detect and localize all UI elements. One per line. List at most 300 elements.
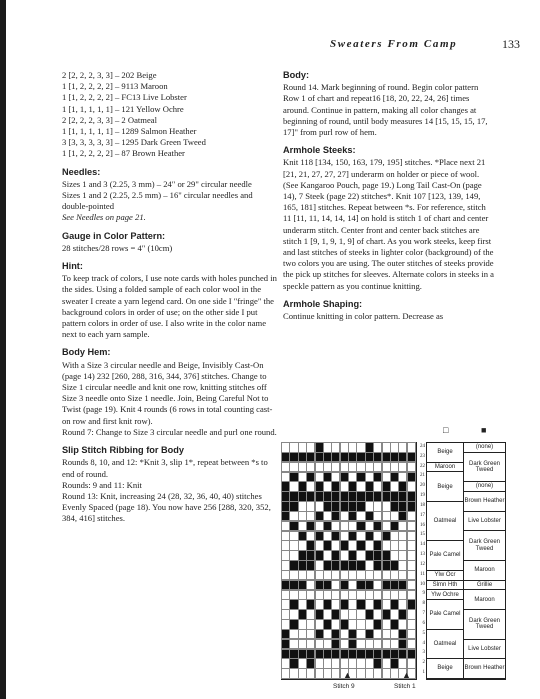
body-heading: Body: [283, 70, 310, 80]
chart-square [366, 591, 373, 600]
chart-square [299, 620, 306, 629]
chart-square [374, 492, 381, 501]
chart-square [341, 561, 348, 570]
chart-square [307, 561, 314, 570]
chart-square [357, 463, 364, 472]
chart-square [282, 581, 289, 590]
chart-square [316, 669, 323, 678]
chart-square [290, 581, 297, 590]
chart-square [349, 659, 356, 668]
yarn-item: 1 [1, 1, 1, 1, 1] – 1289 Salmon Heather [62, 126, 197, 137]
chart-square [290, 650, 297, 659]
chart-square [374, 443, 381, 452]
chart-square [408, 463, 415, 472]
chart-square [383, 630, 390, 639]
chart-square [383, 502, 390, 511]
chart-square [349, 453, 356, 462]
chart-square [391, 482, 398, 491]
chart-square [332, 659, 339, 668]
chart-square [391, 650, 398, 659]
chart-square [391, 591, 398, 600]
chart-square [332, 463, 339, 472]
chart-square [399, 659, 406, 668]
chart-square [299, 630, 306, 639]
yarn-item: 3 [3, 3, 3, 3, 3] – 1295 Dark Green Tweed [62, 137, 206, 148]
chart-square [349, 532, 356, 541]
chart-square [383, 571, 390, 580]
chart-square [290, 522, 297, 531]
chart-square [324, 463, 331, 472]
chart-square [316, 630, 323, 639]
chart-square [383, 551, 390, 560]
chart-square [391, 669, 398, 678]
chart-square [299, 482, 306, 491]
chart-square [282, 532, 289, 541]
chart-square [399, 482, 406, 491]
stitch1-label: Stitch 1 [394, 683, 416, 690]
chart-square [383, 512, 390, 521]
chart-square [282, 443, 289, 452]
chart-square [307, 443, 314, 452]
row-number: 20 [420, 483, 425, 489]
row-number: 13 [420, 552, 425, 558]
chart-square [408, 473, 415, 482]
chart-square [290, 600, 297, 609]
hem-heading: Body Hem: [62, 347, 111, 358]
chart-square [324, 453, 331, 462]
chart-square [408, 541, 415, 550]
chart-square [299, 463, 306, 472]
yarn-list [62, 70, 277, 160]
chart-square [357, 512, 364, 521]
chart-square [357, 571, 364, 580]
chart-square [290, 561, 297, 570]
hem-text-2: Round 7: Change to Size 3 circular needle and purl one round. [62, 426, 277, 437]
chart-square [290, 630, 297, 639]
stitch9-arrow-icon: ▲ [343, 670, 352, 680]
key-label-background: Pale Camel [427, 600, 463, 630]
chart-square [341, 463, 348, 472]
chart-square [349, 551, 356, 560]
chart-square [399, 512, 406, 521]
chart-square [307, 482, 314, 491]
chart-square [408, 640, 415, 649]
row-number: 4 [422, 640, 425, 646]
chart-square [307, 453, 314, 462]
chart-square [349, 492, 356, 501]
chart-square [341, 502, 348, 511]
chart-square [299, 492, 306, 501]
chart-square [399, 640, 406, 649]
chart-square [332, 492, 339, 501]
chart-square [408, 591, 415, 600]
chart-square [366, 512, 373, 521]
ribbing-heading: Slip Stitch Ribbing for Body [62, 445, 184, 456]
chart-square [324, 541, 331, 550]
chart-square [316, 551, 323, 560]
chart-square [374, 522, 381, 531]
chart-square [366, 502, 373, 511]
chart-square [316, 620, 323, 629]
chart-square [374, 659, 381, 668]
chart-square [366, 453, 373, 462]
chart-square [316, 522, 323, 531]
key-label-background: Beige [427, 443, 463, 463]
chart-square [316, 532, 323, 541]
yarn-item: 1 [1, 2, 2, 2, 2] – 87 Brown Heather [62, 148, 185, 159]
chart-square [349, 463, 356, 472]
chart-square [324, 532, 331, 541]
chart-square [316, 561, 323, 570]
chart-square [391, 551, 398, 560]
chart-square [374, 600, 381, 609]
chart-square [349, 600, 356, 609]
chart-square [391, 512, 398, 521]
chart-square [282, 620, 289, 629]
chart-square [374, 650, 381, 659]
chart-square [391, 659, 398, 668]
chart-square [408, 581, 415, 590]
chart-square [408, 492, 415, 501]
row-number: 8 [422, 601, 425, 607]
chart-square [349, 512, 356, 521]
chart-square [357, 541, 364, 550]
chart-square [391, 453, 398, 462]
key-label-background: Oatmeal [427, 502, 463, 541]
chart-square [357, 640, 364, 649]
chart-square [290, 502, 297, 511]
chart-square [366, 522, 373, 531]
chart-square [399, 591, 406, 600]
chart-square [282, 591, 289, 600]
chart-square [290, 551, 297, 560]
chart-square [299, 512, 306, 521]
chart-square [324, 502, 331, 511]
chart-square [357, 532, 364, 541]
chart-square [332, 561, 339, 570]
chart-square [366, 581, 373, 590]
ribbing-text-3: Round 13: Knit, increasing 24 (28, 32, 36, 40, 40) stitches Evenly Spaced (page 18). You now have 256 [288, 320, 352, 384, 416] stitches. [62, 490, 271, 524]
chart-square [282, 502, 289, 511]
chart-square [366, 610, 373, 619]
needles-heading: Needles: [62, 166, 101, 177]
chart-square [399, 502, 406, 511]
ribbing-text-2: Rounds: 9 and 11: Knit [62, 479, 142, 490]
chart-square [366, 571, 373, 580]
row-number: 9 [422, 591, 425, 597]
shaping-text: Continue knitting in color pattern. Decrease as [283, 311, 444, 322]
chart-square [374, 571, 381, 580]
key-label-pattern: Maroon [464, 561, 505, 581]
chart-square [366, 650, 373, 659]
needles-reference: See Needles on page 21. [62, 212, 146, 223]
chart-square [349, 571, 356, 580]
chart-square [408, 571, 415, 580]
key-label-pattern: (none) [464, 443, 505, 453]
chart-square [383, 453, 390, 462]
chart-square [341, 650, 348, 659]
chart-square [366, 640, 373, 649]
chart-square [332, 591, 339, 600]
chart-square [307, 581, 314, 590]
chart-square [332, 630, 339, 639]
chart-square [391, 522, 398, 531]
ribbing-text: Rounds 8, 10, and 12: *Knit 3, slip 1*, repeat between *s to end of round. [62, 457, 268, 479]
chart-square [316, 610, 323, 619]
chart-square [349, 650, 356, 659]
chart-square [316, 659, 323, 668]
chart-square [282, 463, 289, 472]
chart-square [282, 492, 289, 501]
chart-square [282, 630, 289, 639]
chart-square [399, 473, 406, 482]
chart-square [366, 551, 373, 560]
hint-heading: Hint: [62, 261, 83, 272]
chart-square [374, 463, 381, 472]
chart-square [383, 492, 390, 501]
key-label-background: Maroon [427, 463, 463, 473]
chart-square [349, 640, 356, 649]
chart-square [341, 453, 348, 462]
chart-square [282, 600, 289, 609]
chart-square [290, 541, 297, 550]
chart-square [299, 541, 306, 550]
chart-square [383, 669, 390, 678]
chart-square [341, 532, 348, 541]
chart-square [349, 561, 356, 570]
row-number: 12 [420, 561, 425, 567]
chart-square [341, 443, 348, 452]
chart-square [316, 541, 323, 550]
chart-grid [281, 442, 417, 680]
chart-square [349, 473, 356, 482]
row-number: 16 [420, 522, 425, 528]
key-label-pattern: Brown Heather [464, 492, 505, 512]
key-label-pattern: Dark Green Tweed [464, 532, 505, 562]
chart-square [282, 473, 289, 482]
page-edge-bar [0, 0, 6, 699]
chart-square [374, 630, 381, 639]
gauge-heading: Gauge in Color Pattern: [62, 230, 166, 241]
row-number: 18 [420, 502, 425, 508]
key-label-pattern: Dark Green Tweed [464, 610, 505, 640]
chart-square [324, 630, 331, 639]
chart-square [366, 600, 373, 609]
chart-square [399, 532, 406, 541]
chart-square [282, 610, 289, 619]
chart-square [383, 561, 390, 570]
row-number: 2 [422, 660, 425, 666]
chart-square [349, 620, 356, 629]
chart-square [282, 541, 289, 550]
chart-square [324, 640, 331, 649]
chart-square [282, 650, 289, 659]
chart-square [408, 453, 415, 462]
row-number: 22 [420, 463, 425, 469]
chart-square [341, 482, 348, 491]
chart-square [299, 600, 306, 609]
chart-square [299, 443, 306, 452]
chart-square [324, 669, 331, 678]
chart-square [399, 630, 406, 639]
chart-square [374, 581, 381, 590]
row-number: 14 [420, 542, 425, 548]
chart-square [282, 512, 289, 521]
chart-square [357, 443, 364, 452]
chart-square [341, 551, 348, 560]
chart-square [366, 541, 373, 550]
right-column [283, 70, 495, 322]
needles-text: Sizes 1 and 3 (2.25, 3 mm) – 24" or 29" circular needle [62, 178, 252, 189]
chart-square [374, 502, 381, 511]
chart-square [307, 600, 314, 609]
chart-square [307, 659, 314, 668]
pattern-color-key [464, 442, 506, 680]
chart-square [391, 492, 398, 501]
chart-square [357, 610, 364, 619]
chart-square [374, 482, 381, 491]
empty-square-icon: □ [443, 425, 449, 435]
chart-square [299, 502, 306, 511]
chart-square [374, 640, 381, 649]
chart-square [316, 463, 323, 472]
chart-square [374, 591, 381, 600]
steeks-heading: Armhole Steeks: [283, 145, 356, 156]
chart-square [366, 482, 373, 491]
chart-square [349, 502, 356, 511]
chart-square [324, 600, 331, 609]
chart-square [316, 492, 323, 501]
chart-square [332, 482, 339, 491]
chart-square [357, 591, 364, 600]
chart-square [341, 522, 348, 531]
chart-square [316, 600, 323, 609]
chart-square [349, 522, 356, 531]
yarn-item: 2 [2, 2, 2, 3, 3] – 2 Oatmeal [62, 114, 157, 125]
chart-square [332, 443, 339, 452]
chart-square [282, 561, 289, 570]
chart-square [399, 463, 406, 472]
chart-square [374, 541, 381, 550]
chart-square [357, 620, 364, 629]
chart-square [349, 482, 356, 491]
chart-square [307, 512, 314, 521]
chart-square [408, 443, 415, 452]
chart-square [341, 512, 348, 521]
stitch1-arrow-icon: ▲ [402, 670, 411, 680]
chart-square [332, 640, 339, 649]
chart-square [366, 473, 373, 482]
chart-square [391, 581, 398, 590]
yarn-item: 1 [1, 2, 2, 2, 2] – FC13 Live Lobster [62, 92, 187, 103]
chart-square [366, 659, 373, 668]
chart-square [374, 473, 381, 482]
chart-square [299, 522, 306, 531]
chart-square [290, 492, 297, 501]
chart-square [383, 463, 390, 472]
chart-square [332, 610, 339, 619]
chart-square [357, 650, 364, 659]
key-label-background: Oatmeal [427, 630, 463, 660]
chart-square [299, 669, 306, 678]
chart-square [341, 492, 348, 501]
row-number: 5 [422, 630, 425, 636]
chart-square [316, 571, 323, 580]
chart-square [341, 640, 348, 649]
chart-square [324, 512, 331, 521]
chart-square [399, 600, 406, 609]
chart-square [399, 610, 406, 619]
chart-square [341, 591, 348, 600]
chart-square [408, 600, 415, 609]
chart-square [324, 492, 331, 501]
chart-square [324, 482, 331, 491]
chart-square [408, 610, 415, 619]
chart-square [299, 581, 306, 590]
chart-square [341, 541, 348, 550]
chart-square [357, 482, 364, 491]
chart-square [307, 473, 314, 482]
chart-square [399, 571, 406, 580]
key-label-background: Beige [427, 473, 463, 503]
key-label-background: Ylw Ocr [427, 571, 463, 581]
chart-square [349, 591, 356, 600]
chart-square [282, 453, 289, 462]
chart-square [399, 492, 406, 501]
chart-square [383, 600, 390, 609]
chart-square [374, 561, 381, 570]
chart-square [299, 640, 306, 649]
chart-square [290, 482, 297, 491]
chart-square [282, 522, 289, 531]
chart-square [290, 532, 297, 541]
yarn-item: 1 [1, 2, 2, 2, 2] – 9113 Maroon [62, 81, 168, 92]
chart-square [299, 650, 306, 659]
chart-square [391, 630, 398, 639]
key-label-pattern: Dark Green Tweed [464, 453, 505, 483]
chart-square [366, 443, 373, 452]
chart-square [399, 620, 406, 629]
row-number: 1 [422, 670, 425, 676]
chart-square [341, 571, 348, 580]
chart-square [383, 640, 390, 649]
chart-square [332, 571, 339, 580]
chart-square [307, 541, 314, 550]
chart-square [374, 551, 381, 560]
chart-square [357, 473, 364, 482]
chart-square [408, 532, 415, 541]
row-number: 11 [420, 571, 425, 577]
chart-square [408, 482, 415, 491]
chart-square [324, 610, 331, 619]
chart-square [324, 551, 331, 560]
chart-square [383, 650, 390, 659]
chart-square [282, 640, 289, 649]
chart-square [374, 532, 381, 541]
chart-square [299, 571, 306, 580]
chart-square [341, 473, 348, 482]
chart-square [341, 620, 348, 629]
left-column [62, 70, 277, 525]
chart-square [408, 522, 415, 531]
chart-square [366, 492, 373, 501]
chart-square [374, 610, 381, 619]
chart-square [324, 443, 331, 452]
chart-square [282, 669, 289, 678]
chart-square [324, 473, 331, 482]
chart-square [290, 669, 297, 678]
chart-square [332, 522, 339, 531]
